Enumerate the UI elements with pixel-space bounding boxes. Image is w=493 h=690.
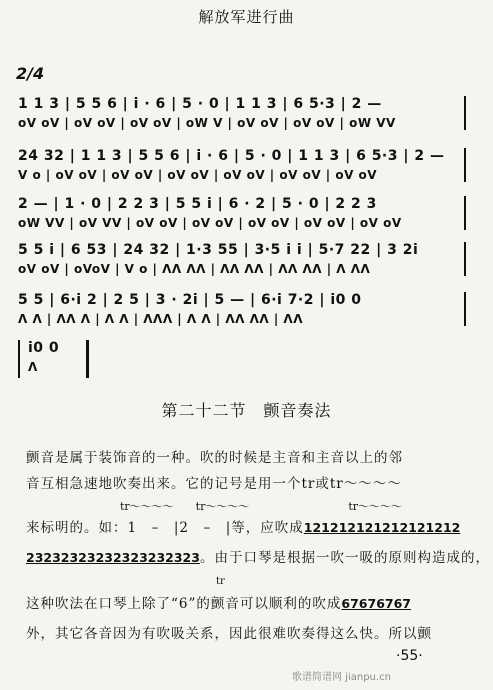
para-line-3-text: 来标明的。如：1 – |2 – |等，应吹成 bbox=[26, 520, 304, 536]
piece-title: 解放军进行曲 bbox=[198, 8, 295, 26]
score-row-4 bbox=[18, 242, 466, 294]
score-syllables: oW VV | oV VV | oV oV | oV oV | oV oV | oV oV | oV oV bbox=[18, 216, 402, 230]
score-row-6 bbox=[18, 340, 98, 392]
score-row-5 bbox=[18, 292, 466, 344]
score-notes: 5 5 | 6·i 2 | 2 5 | 3 · 2i | 5 — | 6·i 7·2 | i0 0 bbox=[18, 292, 362, 308]
para-line-1: 颤音是属于装饰音的一种。吹的时候是主音和主音以上的邻 bbox=[26, 450, 403, 466]
barline bbox=[18, 340, 20, 378]
para-line-5-text: 这种吹法在口琴上除了“6”的颤音可以顺利的吹成 bbox=[26, 596, 342, 612]
para-line-5 bbox=[26, 592, 466, 612]
score-syllables: oV oV | oV oV | oV oV | oW V | oV oV | oV oV | oW VV bbox=[18, 116, 396, 130]
para-line-4-text: 。由于口琴是根据一吹一吸的原则构造成的， bbox=[199, 550, 490, 566]
section-title: 第二十二节 颤音奏法 bbox=[161, 401, 332, 420]
score-notes: 2 — | 1 · 0 | 2 2 3 | 5 5 i | 6 · 2 | 5 · 0 | 2 2 3 bbox=[18, 196, 377, 212]
time-signature: 2/4 bbox=[16, 64, 45, 83]
score-notes: 5 5 i | 6 53 | 24 32 | 1·3 55 | 3·5 i i | 5·7 22 | 3 2i bbox=[18, 242, 419, 258]
barline bbox=[464, 292, 466, 326]
page-number: ·55· bbox=[396, 648, 423, 664]
para-line-6: 外，其它各音因为有吹吸关系，因此很难吹奏得这么快。所以颤 bbox=[26, 626, 432, 642]
trill-marks: tr～～～～ tr～～～～ tr～～～～ bbox=[120, 500, 403, 513]
barline bbox=[464, 148, 466, 182]
score-notes: 24 32 | 1 1 3 | 5 5 6 | i · 6 | 5 · 0 | 1 1 3 | 6 5·3 | 2 — bbox=[18, 148, 445, 164]
watermark: 歌谱简谱网 jianpu.cn bbox=[292, 672, 391, 683]
score-row-2 bbox=[18, 148, 466, 200]
score-notes: i0 0 bbox=[28, 340, 60, 356]
score-syllables: V o | oV oV | oV oV | oV oV | oV oV | oV oV | oV oV bbox=[18, 168, 378, 182]
final-barline bbox=[86, 340, 89, 378]
barline bbox=[464, 196, 466, 230]
barline bbox=[464, 96, 466, 130]
score-syllables: Λ Λ | ΛΛ Λ | Λ Λ | ΛΛΛ | Λ Λ | ΛΛ ΛΛ | ΛΛ bbox=[18, 312, 303, 326]
trill-example-1: 121212121212121212 bbox=[303, 520, 461, 535]
trill-example-3: 67676767 bbox=[341, 596, 411, 611]
trill-mark-single: tr bbox=[216, 576, 225, 587]
score-row-3 bbox=[18, 196, 466, 248]
score-notes: 1 1 3 | 5 5 6 | i · 6 | 5 · 0 | 1 1 3 | 6 5·3 | 2 — bbox=[18, 96, 382, 112]
score-row-1 bbox=[18, 96, 466, 148]
para-line-3 bbox=[26, 516, 466, 536]
para-line-4 bbox=[26, 546, 490, 566]
para-line-2: 音互相急速地吹奏出来。它的记号是用一个tr或tr～～～～ bbox=[26, 476, 402, 492]
trill-example-2: 23232323232323232323 bbox=[26, 550, 200, 565]
score-syllables: Λ bbox=[28, 360, 38, 374]
score-syllables: oV oV | oVoV | V o | ΛΛ ΛΛ | ΛΛ ΛΛ | ΛΛ ΛΛ | Λ ΛΛ bbox=[18, 262, 371, 276]
barline bbox=[464, 242, 466, 276]
